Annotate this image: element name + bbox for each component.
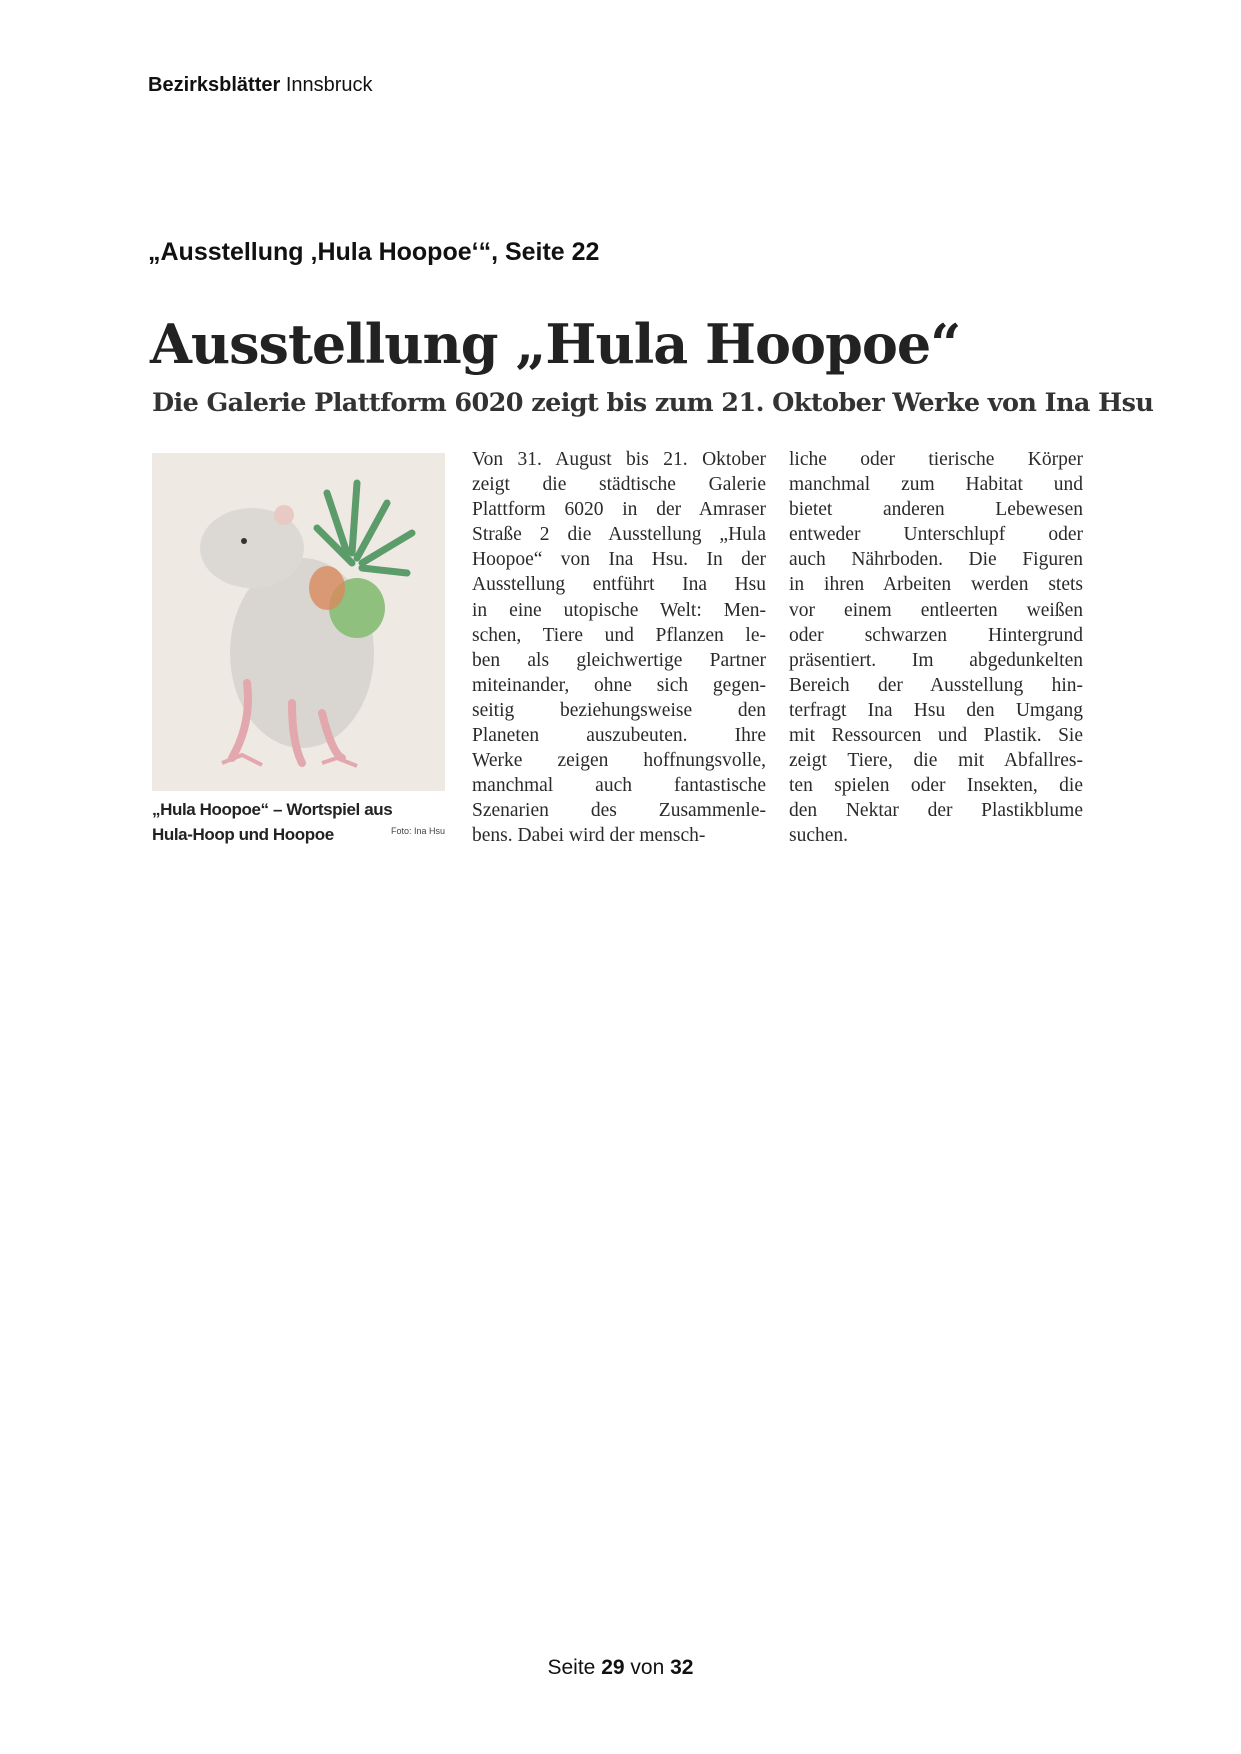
article-text-line: in eine utopische Welt: Men- — [472, 599, 766, 621]
page-prefix: Seite — [547, 1656, 596, 1679]
page-separator: von — [630, 1656, 665, 1679]
article-text-line: ten spielen oder Insekten, die — [789, 775, 1083, 797]
article-text-line: vor einem entleerten weißen — [789, 599, 1083, 621]
caption-line: Hula-Hoop und Hoopoe — [152, 825, 334, 844]
article-text-line: liche oder tierische Körper — [789, 449, 1083, 470]
article-text-line: Plattform 6020 in der Amraser — [472, 499, 766, 521]
page-number — [0, 1656, 1241, 1680]
article-text-line: präsentiert. Im abgedunkelten — [789, 649, 1083, 671]
article-reference: „Ausstellung ‚Hula Hoopoe‘“, Seite 22 — [148, 238, 600, 266]
article-photo — [152, 453, 445, 791]
photo-credit: Foto: Ina Hsu — [390, 826, 445, 836]
article-text-line: auch Nährboden. Die Figuren — [789, 549, 1083, 571]
article-text-line: miteinander, ohne sich gegen- — [472, 674, 766, 696]
article-text-line: zeigt die städtische Galerie — [472, 474, 766, 496]
article-text-line: Planeten auszubeuten. Ihre — [472, 725, 766, 747]
article-text-line: in ihren Arbeiten werden stets — [789, 574, 1083, 596]
article-text-line: oder schwarzen Hintergrund — [789, 624, 1083, 646]
current-page: 29 — [601, 1656, 625, 1679]
article-text-line: manchmal zum Habitat und — [789, 474, 1083, 496]
publication-name — [148, 74, 373, 97]
article-text-line: Hoopoe“ von Ina Hsu. In der — [472, 549, 766, 571]
article-column-2 — [789, 447, 1083, 849]
article-text-line: Werke zeigen hoffnungsvolle, — [472, 750, 766, 772]
article-text-line: Straße 2 die Ausstellung „Hula — [472, 524, 766, 546]
article-text-line: ben als gleichwertige Partner — [472, 649, 766, 671]
article-text-line: bietet anderen Lebewesen — [789, 499, 1083, 521]
article-text-line: Von 31. August bis 21. Oktober — [472, 449, 766, 470]
article-text-line: bens. Dabei wird der mensch- — [472, 825, 706, 847]
article-text-line: entweder Unterschlupf oder — [789, 524, 1083, 546]
article-text-line: seitig beziehungsweise den — [472, 699, 766, 721]
photo-caption — [152, 797, 445, 847]
article-text-line: suchen. — [789, 825, 849, 847]
article-headline: Ausstellung „Hula Hoopoe“ — [150, 312, 961, 376]
publication-city: Innsbruck — [285, 74, 373, 96]
article-text-line: zeigt Tiere, die mit Abfallres- — [789, 750, 1083, 772]
total-pages: 32 — [670, 1656, 694, 1679]
rodent-illustration — [152, 453, 445, 791]
article-text-line: schen, Tiere und Pflanzen le- — [472, 624, 766, 646]
article-text-line: Bereich der Ausstellung hin- — [789, 674, 1083, 696]
article-text-line: Szenarien des Zusammenle- — [472, 800, 766, 822]
article-text-line: mit Ressourcen und Plastik. Sie — [789, 725, 1083, 747]
publication-bold: Bezirksblätter — [148, 74, 281, 96]
article-text-line: Ausstellung entführt Ina Hsu — [472, 574, 766, 596]
caption-line: „Hula Hoopoe“ – Wortspiel aus — [152, 800, 393, 819]
article-column-1 — [472, 447, 766, 849]
article-text-line: den Nektar der Plastikblume — [789, 800, 1083, 822]
article-text-line: terfragt Ina Hsu den Umgang — [789, 699, 1083, 721]
article-text-line: manchmal auch fantastische — [472, 775, 766, 797]
article-subtitle: Die Galerie Plattform 6020 zeigt bis zum 21. Oktober Werke von Ina Hsu — [152, 388, 1154, 418]
